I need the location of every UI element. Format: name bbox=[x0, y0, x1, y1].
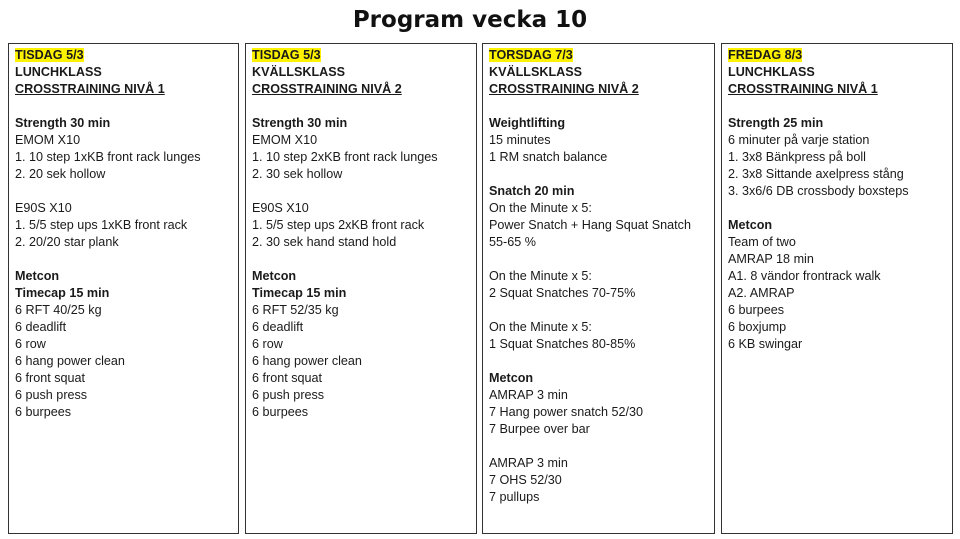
workout-line: On the Minute x 5: bbox=[489, 269, 592, 283]
spacer bbox=[489, 302, 708, 319]
panel-friday-lunch bbox=[721, 43, 953, 534]
section-heading: Metcon bbox=[728, 218, 773, 232]
workout-line: 6 front squat bbox=[252, 371, 323, 385]
panel-thursday-evening bbox=[482, 43, 715, 534]
workout-line: Team of two bbox=[728, 235, 796, 249]
day-heading: FREDAG 8/3 bbox=[728, 48, 803, 62]
workout-line: 6 hang power clean bbox=[15, 354, 125, 368]
workout-line: 6 RFT 40/25 kg bbox=[15, 303, 102, 317]
workout-line: 3. 3x6/6 DB crossbody boxsteps bbox=[728, 184, 909, 198]
workout-line: 6 hang power clean bbox=[252, 354, 362, 368]
spacer bbox=[728, 98, 946, 115]
section-heading: Timecap 15 min bbox=[252, 286, 347, 300]
workout-line: 6 push press bbox=[252, 388, 325, 402]
workout-line: 7 pullups bbox=[489, 490, 540, 504]
workout-line: 1. 10 step 2xKB front rack lunges bbox=[252, 150, 438, 164]
spacer bbox=[15, 98, 232, 115]
section-heading: Strength 30 min bbox=[15, 116, 111, 130]
workout-line: 55-65 % bbox=[489, 235, 536, 249]
workout-line: 1. 5/5 step ups 1xKB front rack bbox=[15, 218, 188, 232]
workout-line: 6 RFT 52/35 kg bbox=[252, 303, 339, 317]
class-name: KVÄLLSKLASS bbox=[252, 65, 346, 79]
spacer bbox=[489, 166, 708, 183]
spacer bbox=[15, 183, 232, 200]
section-heading: Snatch 20 min bbox=[489, 184, 575, 198]
workout-line: 1. 10 step 1xKB front rack lunges bbox=[15, 150, 201, 164]
workout-line: 1. 3x8 Bänkpress på boll bbox=[728, 150, 866, 164]
workout-line: 2. 20 sek hollow bbox=[15, 167, 106, 181]
workout-line: 6 push press bbox=[15, 388, 88, 402]
panel-tuesday-evening bbox=[245, 43, 477, 534]
spacer bbox=[489, 98, 708, 115]
class-name: LUNCHKLASS bbox=[728, 65, 815, 79]
workout-line: 6 burpees bbox=[15, 405, 72, 419]
workout-line: 1 RM snatch balance bbox=[489, 150, 608, 164]
spacer bbox=[489, 353, 708, 370]
workout-content bbox=[15, 98, 232, 421]
workout-line: 6 minuter på varje station bbox=[728, 133, 870, 147]
workout-line: 1. 5/5 step ups 2xKB front rack bbox=[252, 218, 425, 232]
workout-line: 7 OHS 52/30 bbox=[489, 473, 562, 487]
section-heading: Strength 25 min bbox=[728, 116, 824, 130]
workout-line: 2. 30 sek hand stand hold bbox=[252, 235, 397, 249]
workout-line: On the Minute x 5: bbox=[489, 201, 592, 215]
workout-line: AMRAP 3 min bbox=[489, 388, 568, 402]
workout-line: AMRAP 3 min bbox=[489, 456, 568, 470]
workout-line: 2. 20/20 star plank bbox=[15, 235, 119, 249]
workout-line: 6 deadlift bbox=[15, 320, 67, 334]
workout-line: 2 Squat Snatches 70-75% bbox=[489, 286, 636, 300]
workout-line: 6 burpees bbox=[728, 303, 785, 317]
workout-line: 2. 30 sek hollow bbox=[252, 167, 343, 181]
workout-line: E90S X10 bbox=[252, 201, 309, 215]
workout-line: 6 front squat bbox=[15, 371, 86, 385]
workout-line: E90S X10 bbox=[15, 201, 72, 215]
section-heading: Metcon bbox=[252, 269, 297, 283]
workout-line: 7 Burpee over bar bbox=[489, 422, 590, 436]
spacer bbox=[728, 200, 946, 217]
section-heading: Strength 30 min bbox=[252, 116, 348, 130]
section-heading: Metcon bbox=[489, 371, 534, 385]
spacer bbox=[252, 251, 470, 268]
workout-line: A1. 8 vändor frontrack walk bbox=[728, 269, 881, 283]
spacer bbox=[252, 183, 470, 200]
workout-line: 6 row bbox=[252, 337, 283, 351]
day-heading: TISDAG 5/3 bbox=[252, 48, 321, 62]
workout-line: 6 deadlift bbox=[252, 320, 304, 334]
section-heading: Metcon bbox=[15, 269, 60, 283]
workout-line: EMOM X10 bbox=[15, 133, 81, 147]
workout-line: 1 Squat Snatches 80-85% bbox=[489, 337, 636, 351]
level-name: CROSSTRAINING NIVÅ 1 bbox=[15, 82, 165, 96]
day-heading: TISDAG 5/3 bbox=[15, 48, 84, 62]
workout-line: 6 row bbox=[15, 337, 46, 351]
spacer bbox=[489, 438, 708, 455]
workout-content bbox=[252, 98, 470, 421]
page-title: Program vecka 10 bbox=[352, 7, 588, 33]
panel-tuesday-lunch bbox=[8, 43, 239, 534]
day-heading: TORSDAG 7/3 bbox=[489, 48, 573, 62]
workout-line: Power Snatch + Hang Squat Snatch bbox=[489, 218, 691, 232]
workout-line: EMOM X10 bbox=[252, 133, 318, 147]
workout-line: On the Minute x 5: bbox=[489, 320, 592, 334]
workout-line: 15 minutes bbox=[489, 133, 551, 147]
spacer bbox=[252, 98, 470, 115]
workout-line: 2. 3x8 Sittande axelpress stång bbox=[728, 167, 904, 181]
class-name: LUNCHKLASS bbox=[15, 65, 102, 79]
section-heading: Timecap 15 min bbox=[15, 286, 110, 300]
section-heading: Weightlifting bbox=[489, 116, 566, 130]
workout-line: AMRAP 18 min bbox=[728, 252, 814, 266]
class-name: KVÄLLSKLASS bbox=[489, 65, 583, 79]
spacer bbox=[15, 251, 232, 268]
workout-content bbox=[728, 98, 946, 353]
workout-line: 7 Hang power snatch 52/30 bbox=[489, 405, 644, 419]
spacer bbox=[489, 251, 708, 268]
workout-content bbox=[489, 98, 708, 506]
level-name: CROSSTRAINING NIVÅ 2 bbox=[252, 82, 402, 96]
workout-line: 6 KB swingar bbox=[728, 337, 803, 351]
level-name: CROSSTRAINING NIVÅ 2 bbox=[489, 82, 639, 96]
workout-line: A2. AMRAP bbox=[728, 286, 795, 300]
level-name: CROSSTRAINING NIVÅ 1 bbox=[728, 82, 878, 96]
workout-line: 6 burpees bbox=[252, 405, 309, 419]
workout-line: 6 boxjump bbox=[728, 320, 787, 334]
